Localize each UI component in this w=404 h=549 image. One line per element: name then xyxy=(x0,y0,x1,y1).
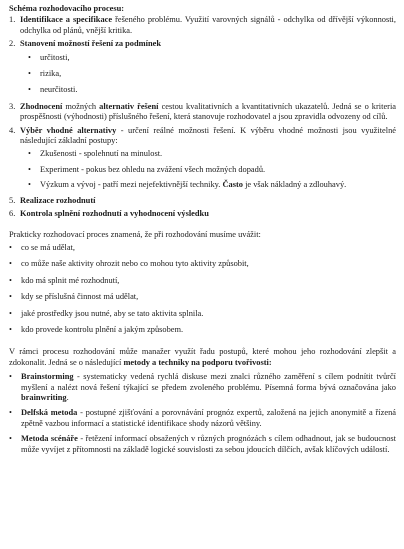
method-item: • Brainstorming - systematicky vedená rychlá diskuse mezi znalci různého zaměření s cílem podnítit tvůrčí myšlení a nalézt nová řešení týkající se předem zvoleného problému. Písemná forma bývá označována jako brainwriting. xyxy=(9,372,396,403)
step-text: možných xyxy=(62,101,100,111)
process-steps-list xyxy=(9,15,396,219)
step-item xyxy=(9,39,396,96)
consideration-item: • jaké prostředky jsou nutné, aby se tato aktivita splnila. xyxy=(9,309,396,319)
method-name: Delfská metoda xyxy=(21,408,78,418)
considerations-list xyxy=(9,243,396,335)
step-number: 3. xyxy=(9,101,16,111)
step-title: Zhodnocení xyxy=(20,101,63,111)
consideration-item: • kdy se příslušná činnost má udělat, xyxy=(9,292,396,302)
step-number: 6. xyxy=(9,209,16,219)
consideration-item: • kdo provede kontrolu plnění a jakým způsobem. xyxy=(9,325,396,335)
consideration-item: • kdo má splnit mé rozhodnutí, xyxy=(9,276,396,286)
step-number: 2. xyxy=(9,39,16,49)
condition-item: • určitosti, xyxy=(20,53,396,63)
step-title: Kontrola splnění rozhodnutí a vyhodnocení výsledku xyxy=(20,209,209,219)
procedure-item: • Experiment - pokus bez ohledu na zvážení všech možných dopadů. xyxy=(20,165,396,175)
step-item xyxy=(9,102,396,123)
step-title: Realizace rozhodnutí xyxy=(20,195,96,205)
step-item xyxy=(9,209,396,219)
step-item xyxy=(9,196,396,206)
step-item xyxy=(9,126,396,191)
condition-item: • neurčitosti. xyxy=(20,85,396,95)
methods-intro: V rámci procesu rozhodování může manažer využít řadu postupů, které mohou jeho rozhodování zlepšit a zdokonalit. Jedná se o následující metody a techniky na podporu tvořivosti: xyxy=(9,347,396,367)
method-item: • Delfská metoda - postupné zjišťování a porovnávání prognóz expertů, založená na jejich anonymitě a řízená zpětně vazbou informací a statistické identifikace shody názorů většiny. xyxy=(9,408,396,429)
consideration-item: • co může naše aktivity ohrozit nebo co mohou tyto aktivity způsobit, xyxy=(9,259,396,269)
method-item: • Metoda scénáře - řetězení informací obsažených v různých prognózách s cílem odhadnout, jak se budoucnost může vyvíjet z přítomnosti na základě logické souvislosti za sebou jdoucích dílčích, avšak klíčových událostí. xyxy=(9,434,396,455)
condition-item: • rizika, xyxy=(20,69,396,79)
document-heading: Schéma rozhodovacího procesu: xyxy=(9,4,125,13)
step-text: - určení reálné možnosti řešení. K výběru vhodné možnosti jsou využitelné následující základní postupy: xyxy=(20,125,396,146)
step-text: řešeného problému. Využití varovných signálů - odchylka od dřívější výkonnosti, odchylka od plánů, vnější kritika. xyxy=(20,15,396,35)
step-title: Stanovení možností řešení za podmínek xyxy=(20,39,161,49)
step-title: Výběr vhodné alternativy xyxy=(20,125,117,135)
method-name: Metoda scénáře xyxy=(21,434,78,444)
step-text: cestou kvalitativních a kvantitativních ukazatelů. Jedná se o kriteria prospěšnosti (výhodnosti) příslušného řešení, která stanovuje rozhodovatel a jsou zpravidla odvozeny od cílů. xyxy=(20,101,396,122)
consideration-item: • co se má udělat, xyxy=(9,243,396,253)
conditions-list xyxy=(20,53,396,96)
methods-list xyxy=(9,372,396,455)
procedures-list xyxy=(20,149,396,190)
practical-intro: Prakticky rozhodovací proces znamená, že při rozhodování musíme uvážit: xyxy=(9,229,261,239)
step-number: 4. xyxy=(9,125,16,135)
step-number: 1. xyxy=(9,15,16,25)
procedure-item: • Výzkum a vývoj - patří mezi nejefektivnější techniky. Často je však nákladný a zdlouhavý. xyxy=(20,180,396,190)
step-title-2: alternativ řešení xyxy=(99,101,159,111)
step-number: 5. xyxy=(9,195,16,205)
method-name: Brainstorming xyxy=(21,372,74,382)
procedure-item: • Zkušenosti - spolehnutí na minulost. xyxy=(20,149,396,159)
step-item xyxy=(9,15,396,36)
step-title: Identifikace a specifikace xyxy=(20,15,113,25)
